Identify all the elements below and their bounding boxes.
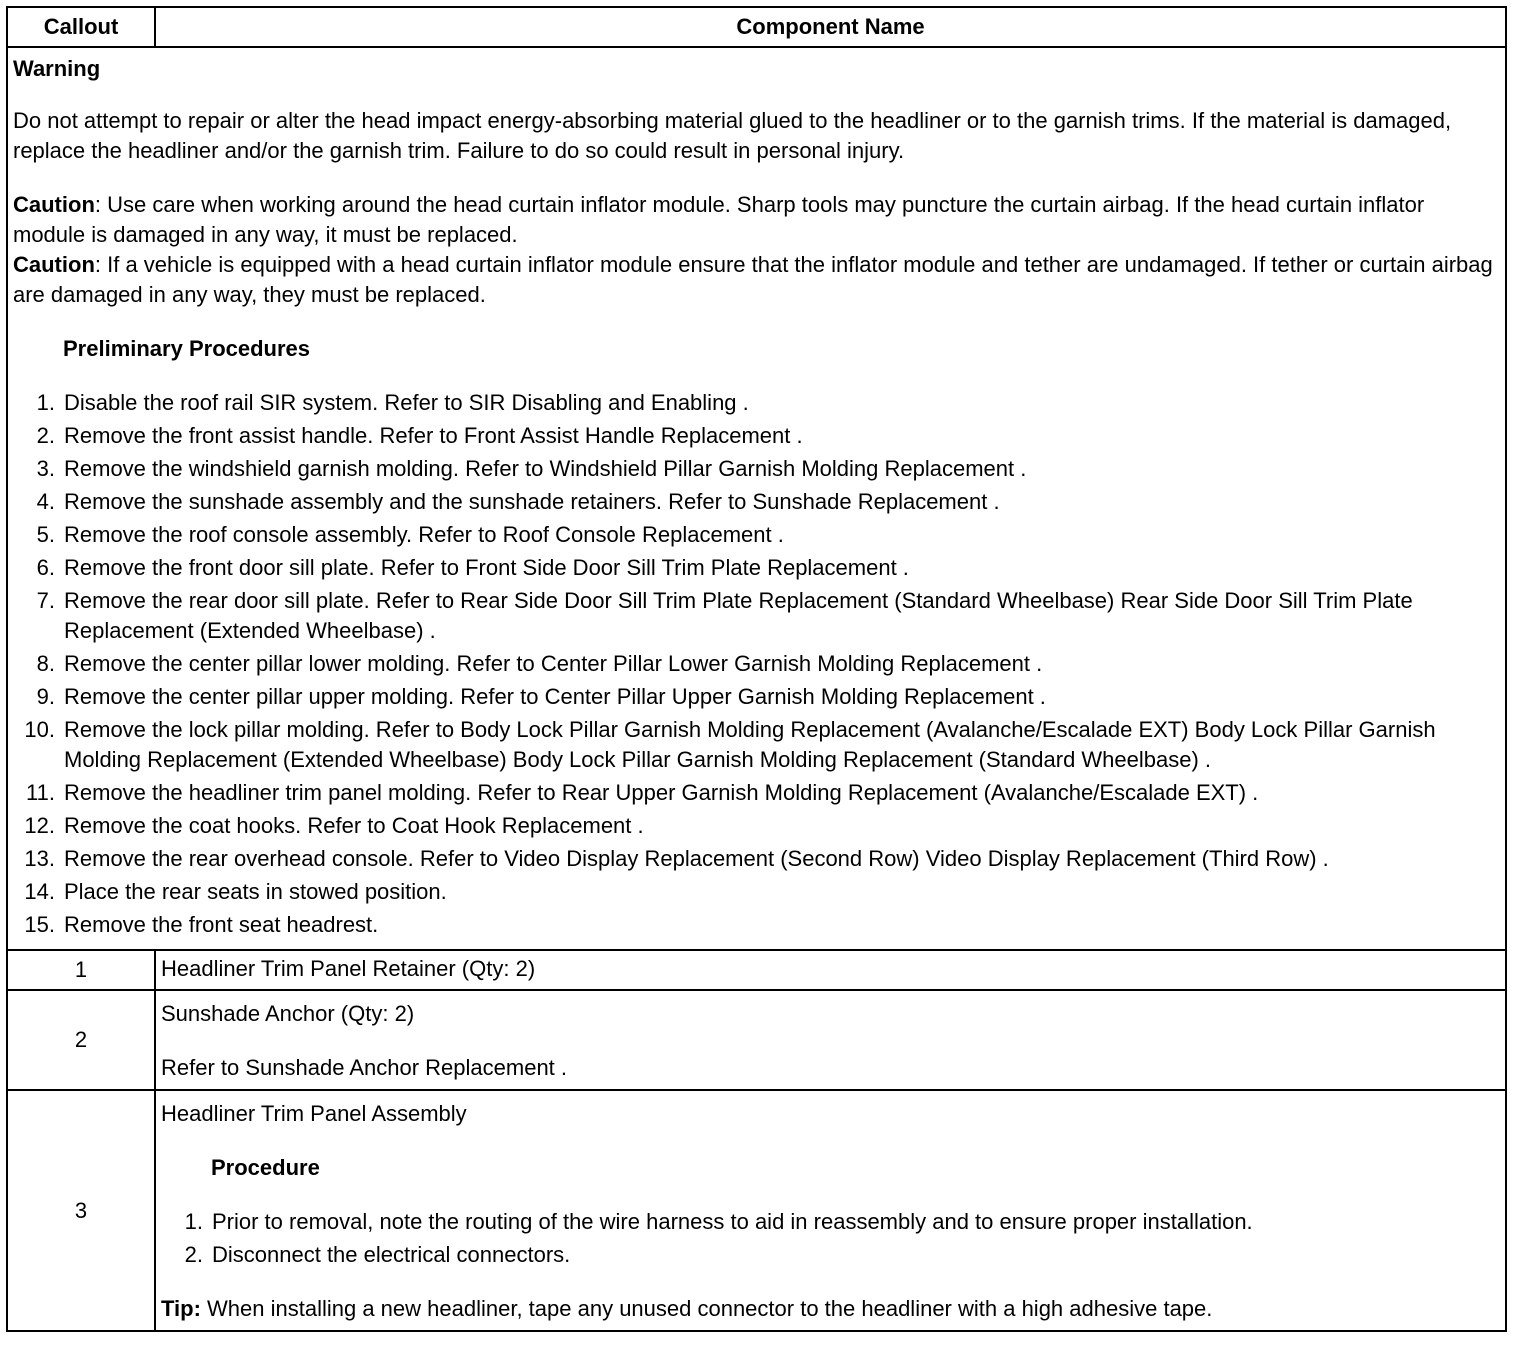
procedure-steps (161, 1207, 1501, 1270)
caution-1-label: Caution (13, 192, 95, 217)
list-item (13, 586, 1501, 646)
callout-1: 1 (7, 950, 155, 990)
list-item (13, 844, 1501, 874)
step-number: 9. (36, 684, 55, 709)
step-number: 11. (26, 780, 55, 805)
step-text: Remove the front door sill plate. Refer to Front Side Door Sill Trim Plate Replacement . (64, 555, 909, 580)
step-text: Remove the rear door sill plate. Refer to Rear Side Door Sill Trim Plate Replacement (Standard Wheelbase) Rear Side Door Sill Trim Plate Replacement (Extended Wheelbase) . (64, 588, 1413, 643)
caution-1 (13, 190, 1501, 250)
step-text: Remove the lock pillar molding. Refer to Body Lock Pillar Garnish Molding Replacement (Avalanche/Escalade EXT) Body Lock Pillar Garnish Molding Replacement (Extended Wheelbase) Body Lock Pillar Garnish Molding Replacement (Standard Wheelbase) . (64, 717, 1436, 772)
step-number: 14. (24, 879, 55, 904)
step-text: Remove the center pillar upper molding. Refer to Center Pillar Upper Garnish Molding Replacement . (64, 684, 1046, 709)
list-item (13, 649, 1501, 679)
step-number: 5. (36, 522, 55, 547)
step-text: Remove the headliner trim panel molding. Refer to Rear Upper Garnish Molding Replacement (Avalanche/Escalade EXT) . (64, 780, 1259, 805)
list-item (13, 553, 1501, 583)
step-number: 15. (24, 912, 55, 937)
warning-cell (7, 47, 1506, 950)
list-item (161, 1240, 1501, 1270)
step-number: 13. (24, 846, 55, 871)
list-item (13, 682, 1501, 712)
component-3: Headliner Trim Panel Assembly (161, 1101, 467, 1126)
step-number: 2. (36, 423, 55, 448)
tip-label: Tip: (161, 1296, 201, 1321)
preliminary-steps (13, 388, 1501, 940)
step-text: Remove the windshield garnish molding. Refer to Windshield Pillar Garnish Molding Replacement . (64, 456, 1027, 481)
list-item (13, 910, 1501, 940)
component-table (6, 6, 1507, 1332)
caution-2-label: Caution (13, 252, 95, 277)
list-item (13, 877, 1501, 907)
callout-2: 2 (7, 990, 155, 1090)
step-number: 4. (36, 489, 55, 514)
list-item (13, 811, 1501, 841)
step-text: Prior to removal, note the routing of the wire harness to aid in reassembly and to ensure proper installation. (212, 1209, 1253, 1234)
procedure-title: Procedure (211, 1155, 320, 1180)
step-number: 1. (36, 390, 55, 415)
step-text: Remove the center pillar lower molding. Refer to Center Pillar Lower Garnish Molding Replacement . (64, 651, 1043, 676)
step-text: Remove the rear overhead console. Refer to Video Display Replacement (Second Row) Video Display Replacement (Third Row) . (64, 846, 1329, 871)
step-number: 3. (36, 456, 55, 481)
component-2-note: Refer to Sunshade Anchor Replacement . (161, 1055, 568, 1080)
step-number: 2. (184, 1242, 203, 1267)
caution-2 (13, 250, 1501, 310)
step-number: 12. (24, 813, 55, 838)
step-number: 1. (184, 1209, 203, 1234)
step-text: Disconnect the electrical connectors. (212, 1242, 571, 1267)
step-text: Remove the coat hooks. Refer to Coat Hook Replacement . (64, 813, 644, 838)
list-item (13, 778, 1501, 808)
tip-text: When installing a new headliner, tape any unused connector to the headliner with a high adhesive tape. (200, 1296, 1213, 1321)
step-text: Remove the sunshade assembly and the sunshade retainers. Refer to Sunshade Replacement . (64, 489, 1000, 514)
step-text: Place the rear seats in stowed position. (64, 879, 447, 904)
table-row (7, 950, 1506, 990)
list-item (13, 487, 1501, 517)
tip (161, 1294, 1501, 1324)
step-number: 6. (36, 555, 55, 580)
callout-header: Callout (7, 7, 155, 47)
callout-3: 3 (7, 1090, 155, 1331)
table-header-row (7, 7, 1506, 47)
warning-text: Do not attempt to repair or alter the head impact energy-absorbing material glued to the headliner or to the garnish trims. If the material is damaged, replace the headliner and/or the garnish trim. Failure to do so could result in personal injury. (13, 108, 1452, 163)
table-row (7, 1090, 1506, 1331)
warning-row (7, 47, 1506, 950)
step-number: 10. (24, 717, 55, 742)
step-number: 8. (36, 651, 55, 676)
component-1: Headliner Trim Panel Retainer (Qty: 2) (155, 950, 1506, 990)
warning-title: Warning (13, 56, 101, 81)
component-2: Sunshade Anchor (Qty: 2) (161, 1001, 415, 1026)
preliminary-title: Preliminary Procedures (63, 336, 311, 361)
table-row (7, 990, 1506, 1090)
step-text: Remove the roof console assembly. Refer to Roof Console Replacement . (64, 522, 784, 547)
list-item (13, 388, 1501, 418)
component-3-cell (155, 1090, 1506, 1331)
step-text: Remove the front seat headrest. (64, 912, 379, 937)
list-item (13, 520, 1501, 550)
step-text: Remove the front assist handle. Refer to Front Assist Handle Replacement . (64, 423, 803, 448)
caution-1-text: : Use care when working around the head curtain inflator module. Sharp tools may puncture the curtain airbag. If the head curtain inflator module is damaged in any way, it must be replaced. (13, 192, 1425, 247)
step-number: 7. (36, 588, 55, 613)
component-2-cell (155, 990, 1506, 1090)
caution-2-text: : If a vehicle is equipped with a head curtain inflator module ensure that the inflator module and tether are undamaged. If tether or curtain airbag are damaged in any way, they must be replaced. (13, 252, 1493, 307)
list-item (13, 715, 1501, 775)
list-item (13, 421, 1501, 451)
step-text: Disable the roof rail SIR system. Refer to SIR Disabling and Enabling . (64, 390, 749, 415)
list-item (161, 1207, 1501, 1237)
component-header: Component Name (155, 7, 1506, 47)
list-item (13, 454, 1501, 484)
